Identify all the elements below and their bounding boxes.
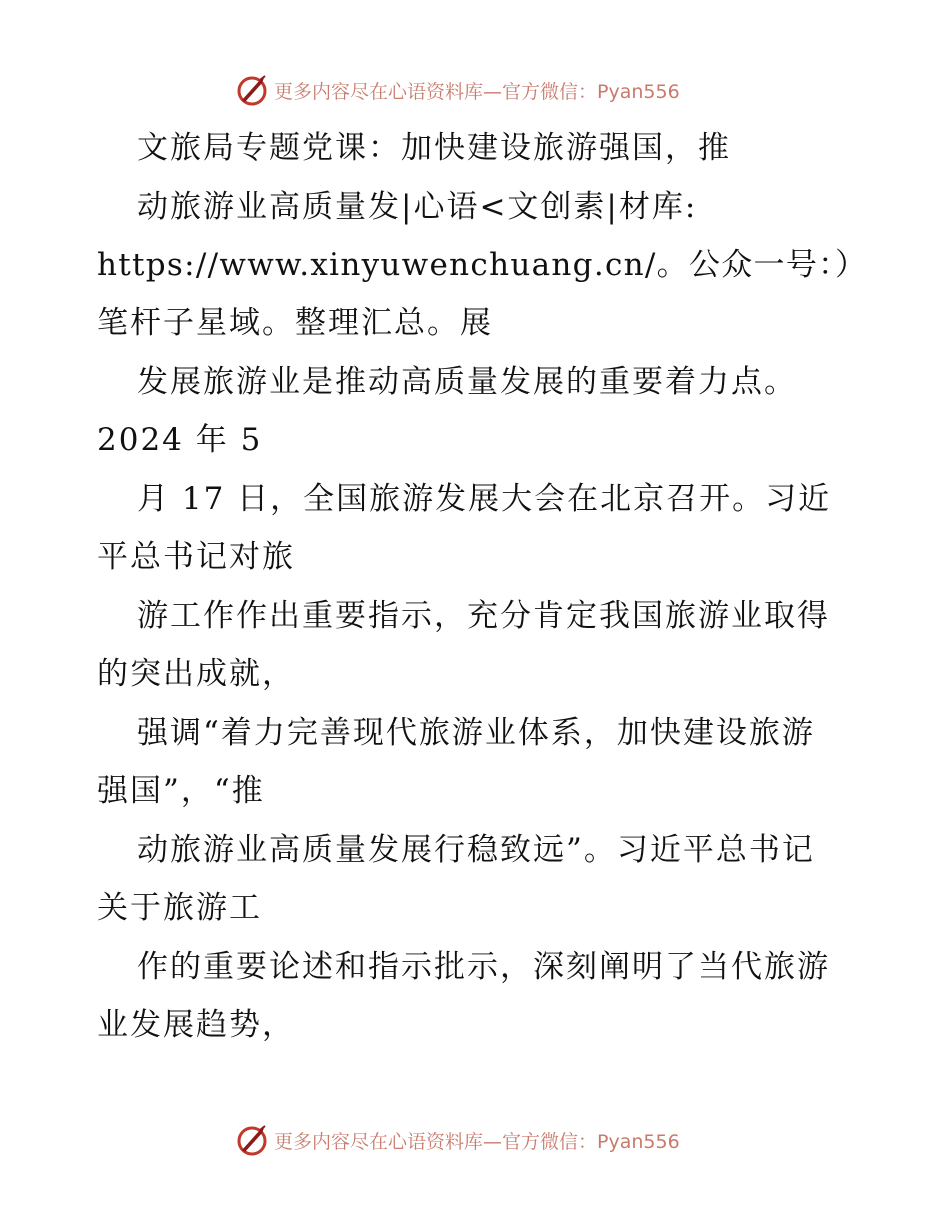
- text-line: 关于旅游工: [97, 890, 262, 926]
- text-line: 2024 年 5: [97, 422, 263, 458]
- wechat-id: Pyan556: [597, 1130, 680, 1153]
- text-line: 的突出成就，: [97, 656, 295, 692]
- quill-pen-icon: [234, 72, 270, 108]
- text-line: 强调“着力完善现代旅游业体系，加快建设旅游: [137, 715, 815, 751]
- text-line: 业发展趋势，: [97, 1007, 295, 1043]
- text-line: 月 17 日，全国旅游发展大会在北京召开。习近: [137, 481, 832, 517]
- text-line: 动旅游业高质量发展行稳致远”。习近平总书记: [137, 832, 815, 868]
- text-line: 笔杆子星域。整理汇总。展: [97, 305, 493, 341]
- banner-text: 更多内容尽在心语资料库—官方微信：Pyan556: [274, 80, 680, 103]
- text-line: 动旅游业高质量发|心语<文创素|材库:: [137, 189, 698, 225]
- text-line: https://www.xinyuwenchuang.cn/。公众一号：）: [97, 247, 868, 283]
- text-line: 发展旅游业是推动高质量发展的重要着力点。: [137, 364, 797, 400]
- footer-banner: [234, 1120, 680, 1160]
- wechat-id: Pyan556: [597, 80, 680, 103]
- text-line: 平总书记对旅: [97, 539, 295, 575]
- text-line: 游工作作出重要指示，充分肯定我国旅游业取得: [137, 598, 830, 634]
- text-line: 文旅局专题党课：加快建设旅游强国，推: [137, 130, 731, 166]
- header-banner: [234, 70, 680, 110]
- text-line: 强国”，“推: [97, 773, 265, 809]
- quill-pen-icon: [234, 1122, 270, 1158]
- text-line: 作的重要论述和指示批示，深刻阐明了当代旅游: [137, 949, 830, 985]
- banner-text: 更多内容尽在心语资料库—官方微信：Pyan556: [274, 1130, 680, 1153]
